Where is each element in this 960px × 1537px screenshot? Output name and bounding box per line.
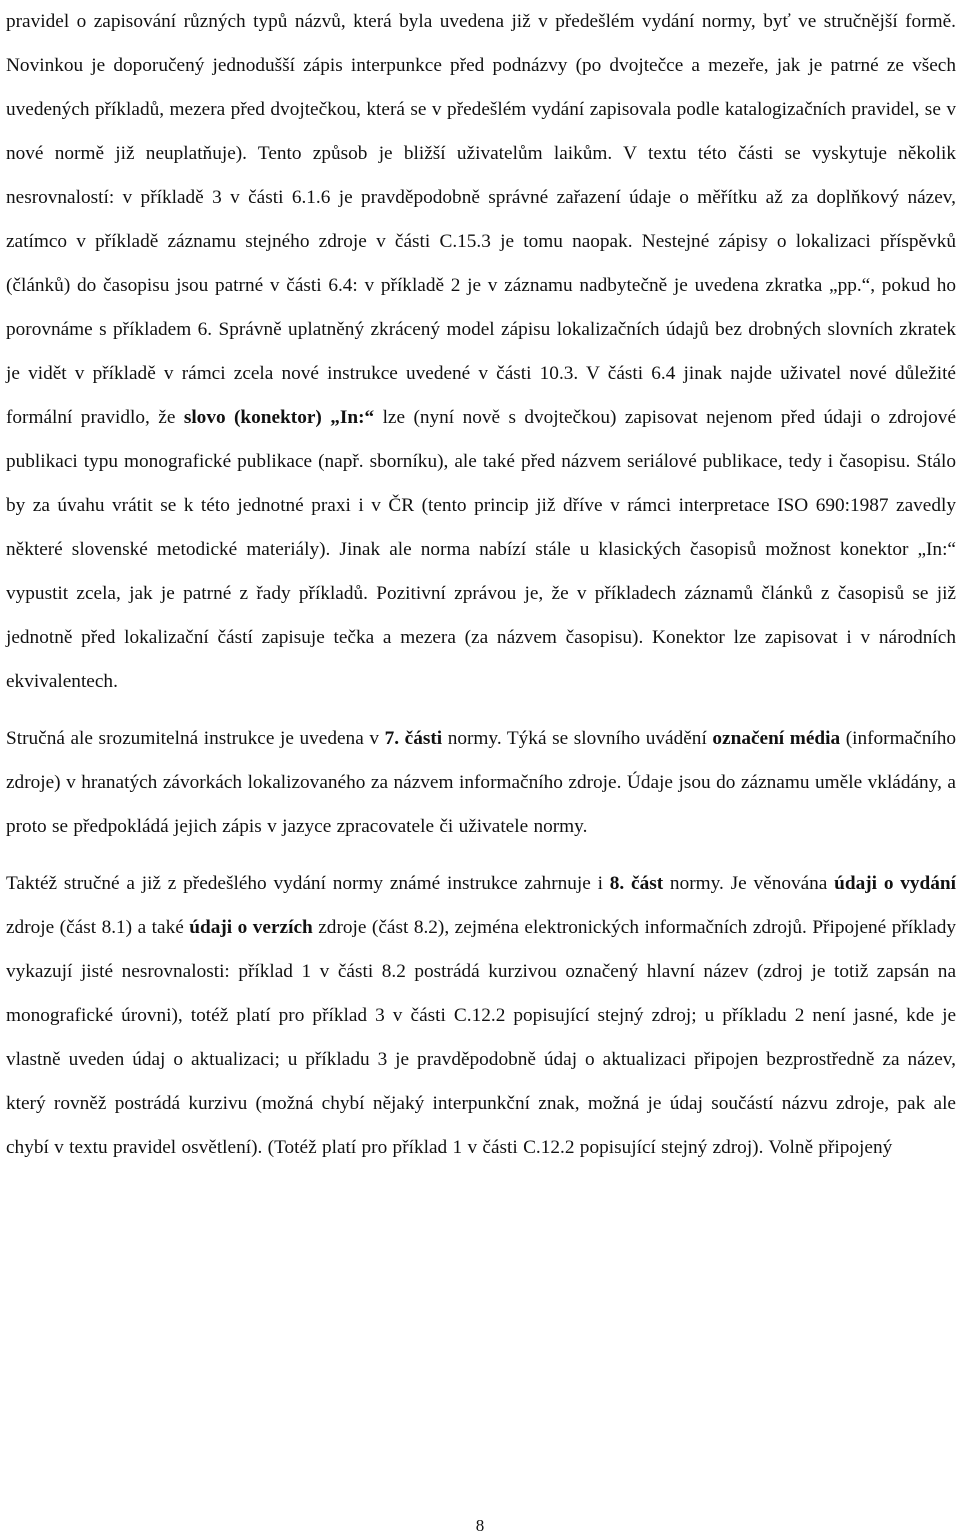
bold-text-run: označení média bbox=[712, 728, 841, 749]
paragraph-1 bbox=[6, 0, 956, 704]
text-run: lze (nyní nově s dvojtečkou) zapisovat nejenom před údaji o zdrojové publikaci typu monografické publikace (např. sborníku), ale také před názvem seriálové publikace, tedy i časopisu. Stálo by za úvahu vrátit se k této jednotné praxi i v ČR (tento princip již dříve v rámci interpretace ISO 690:1987 zavedly některé slovenské metodické materiály). Jinak ale norma nabízí stále u klasických časopisů možnost konektor „In:“ vypustit zcela, jak je patrné z řady příkladů. Pozitivní zprávou je, že v příkladech záznamů článků z časopisů se již jednotně před lokalizační částí zapisuje tečka a mezera (za názvem časopisu). Konektor lze zapisovat i v národních ekvivalentech. bbox=[6, 407, 957, 692]
bold-text-run: údaji o verzích bbox=[189, 917, 313, 938]
paragraph-3 bbox=[6, 862, 956, 1170]
bold-text-run: 7. části bbox=[384, 728, 443, 749]
bold-text-run: údaji o vydání bbox=[834, 873, 956, 894]
text-run: zdroje (část 8.1) a také bbox=[6, 917, 190, 938]
text-run: Taktéž stručné a již z předešlého vydání normy známé instrukce zahrnuje i bbox=[6, 873, 610, 894]
bold-text-run: slovo (konektor) „In:“ bbox=[183, 407, 375, 428]
bold-text-run: 8. část bbox=[609, 873, 664, 894]
text-run: zdroje (část 8.2), zejména elektronických informačních zdrojů. Připojené příklady vykazují jisté nesrovnalosti: příklad 1 v části 8.2 postrádá kurzivou označený hlavní název (zdroj je totiž zapsán na monografické úrovni), totéž platí pro příklad 3 v části C.12.2 popisující stejný zdroj; u příkladu 2 není jasné, kde je vlastně uveden údaj o aktualizaci; u příkladu 3 je pravděpodobně údaj o aktualizaci připojen bezprostředně za název, který rovněž postrádá kurzivu (možná chybí nějaký interpunkční znak, možná je údaj součástí názvu zdroje, pak ale chybí v textu pravidel osvětlení). (Totéž platí pro příklad 1 v části C.12.2 popisující stejný zdroj). Volně připojený bbox=[6, 917, 956, 1158]
text-run: normy. Týká se slovního uvádění bbox=[442, 728, 713, 749]
text-run: pravidel o zapisování různých typů názvů, která byla uvedena již v předešlém vydání normy, byť ve stručnější formě. Novinkou je doporučený jednodušší zápis interpunkce před podnázvy (po dvojtečce a mezeře, jak je patrné ze všech uvedených příkladů, mezera před dvojtečkou, která se v předešlém vydání zapisovala podle katalogizačních pravidel, se v nové normě již neuplatňuje). Tento způsob je bližší uživatelům laikům. V textu této části se vyskytuje několik nesrovnalostí: v příkladě 3 v části 6.1.6 je pravděpodobně správné zařazení údaje o měřítku až za doplňkový název, zatímco v příkladě záznamu stejného zdroje v části C.15.3 je tomu naopak. Nestejné zápisy o lokalizaci příspěvků (článků) do časopisu jsou patrné v části 6.4: v příkladě 2 je v záznamu nadbytečně je uvedena zkratka „pp.“, pokud ho porovnáme s příkladem 6. Správně uplatněný zkrácený model zápisu lokalizačních údajů bez drobných slovních zkratek je vidět v příkladě v rámci zcela nové instrukce uvedené v části 10.3. V části 6.4 jinak najde uživatel nové důležité formální pravidlo, že bbox=[6, 11, 956, 428]
text-run: (informačního zdroje) v hranatých závorkách lokalizovaného za názvem informačního zdroje. Údaje jsou do záznamu uměle vkládány, a proto se předpokládá jejich zápis v jazyce zpracovatele či uživatele normy. bbox=[6, 728, 956, 837]
text-run: normy. Je věnována bbox=[663, 873, 835, 894]
text-run: Stručná ale srozumitelná instrukce je uvedena v bbox=[6, 728, 385, 749]
document-page bbox=[6, 0, 956, 1170]
paragraph-2 bbox=[6, 717, 956, 849]
page-number: 8 bbox=[475, 1516, 485, 1535]
